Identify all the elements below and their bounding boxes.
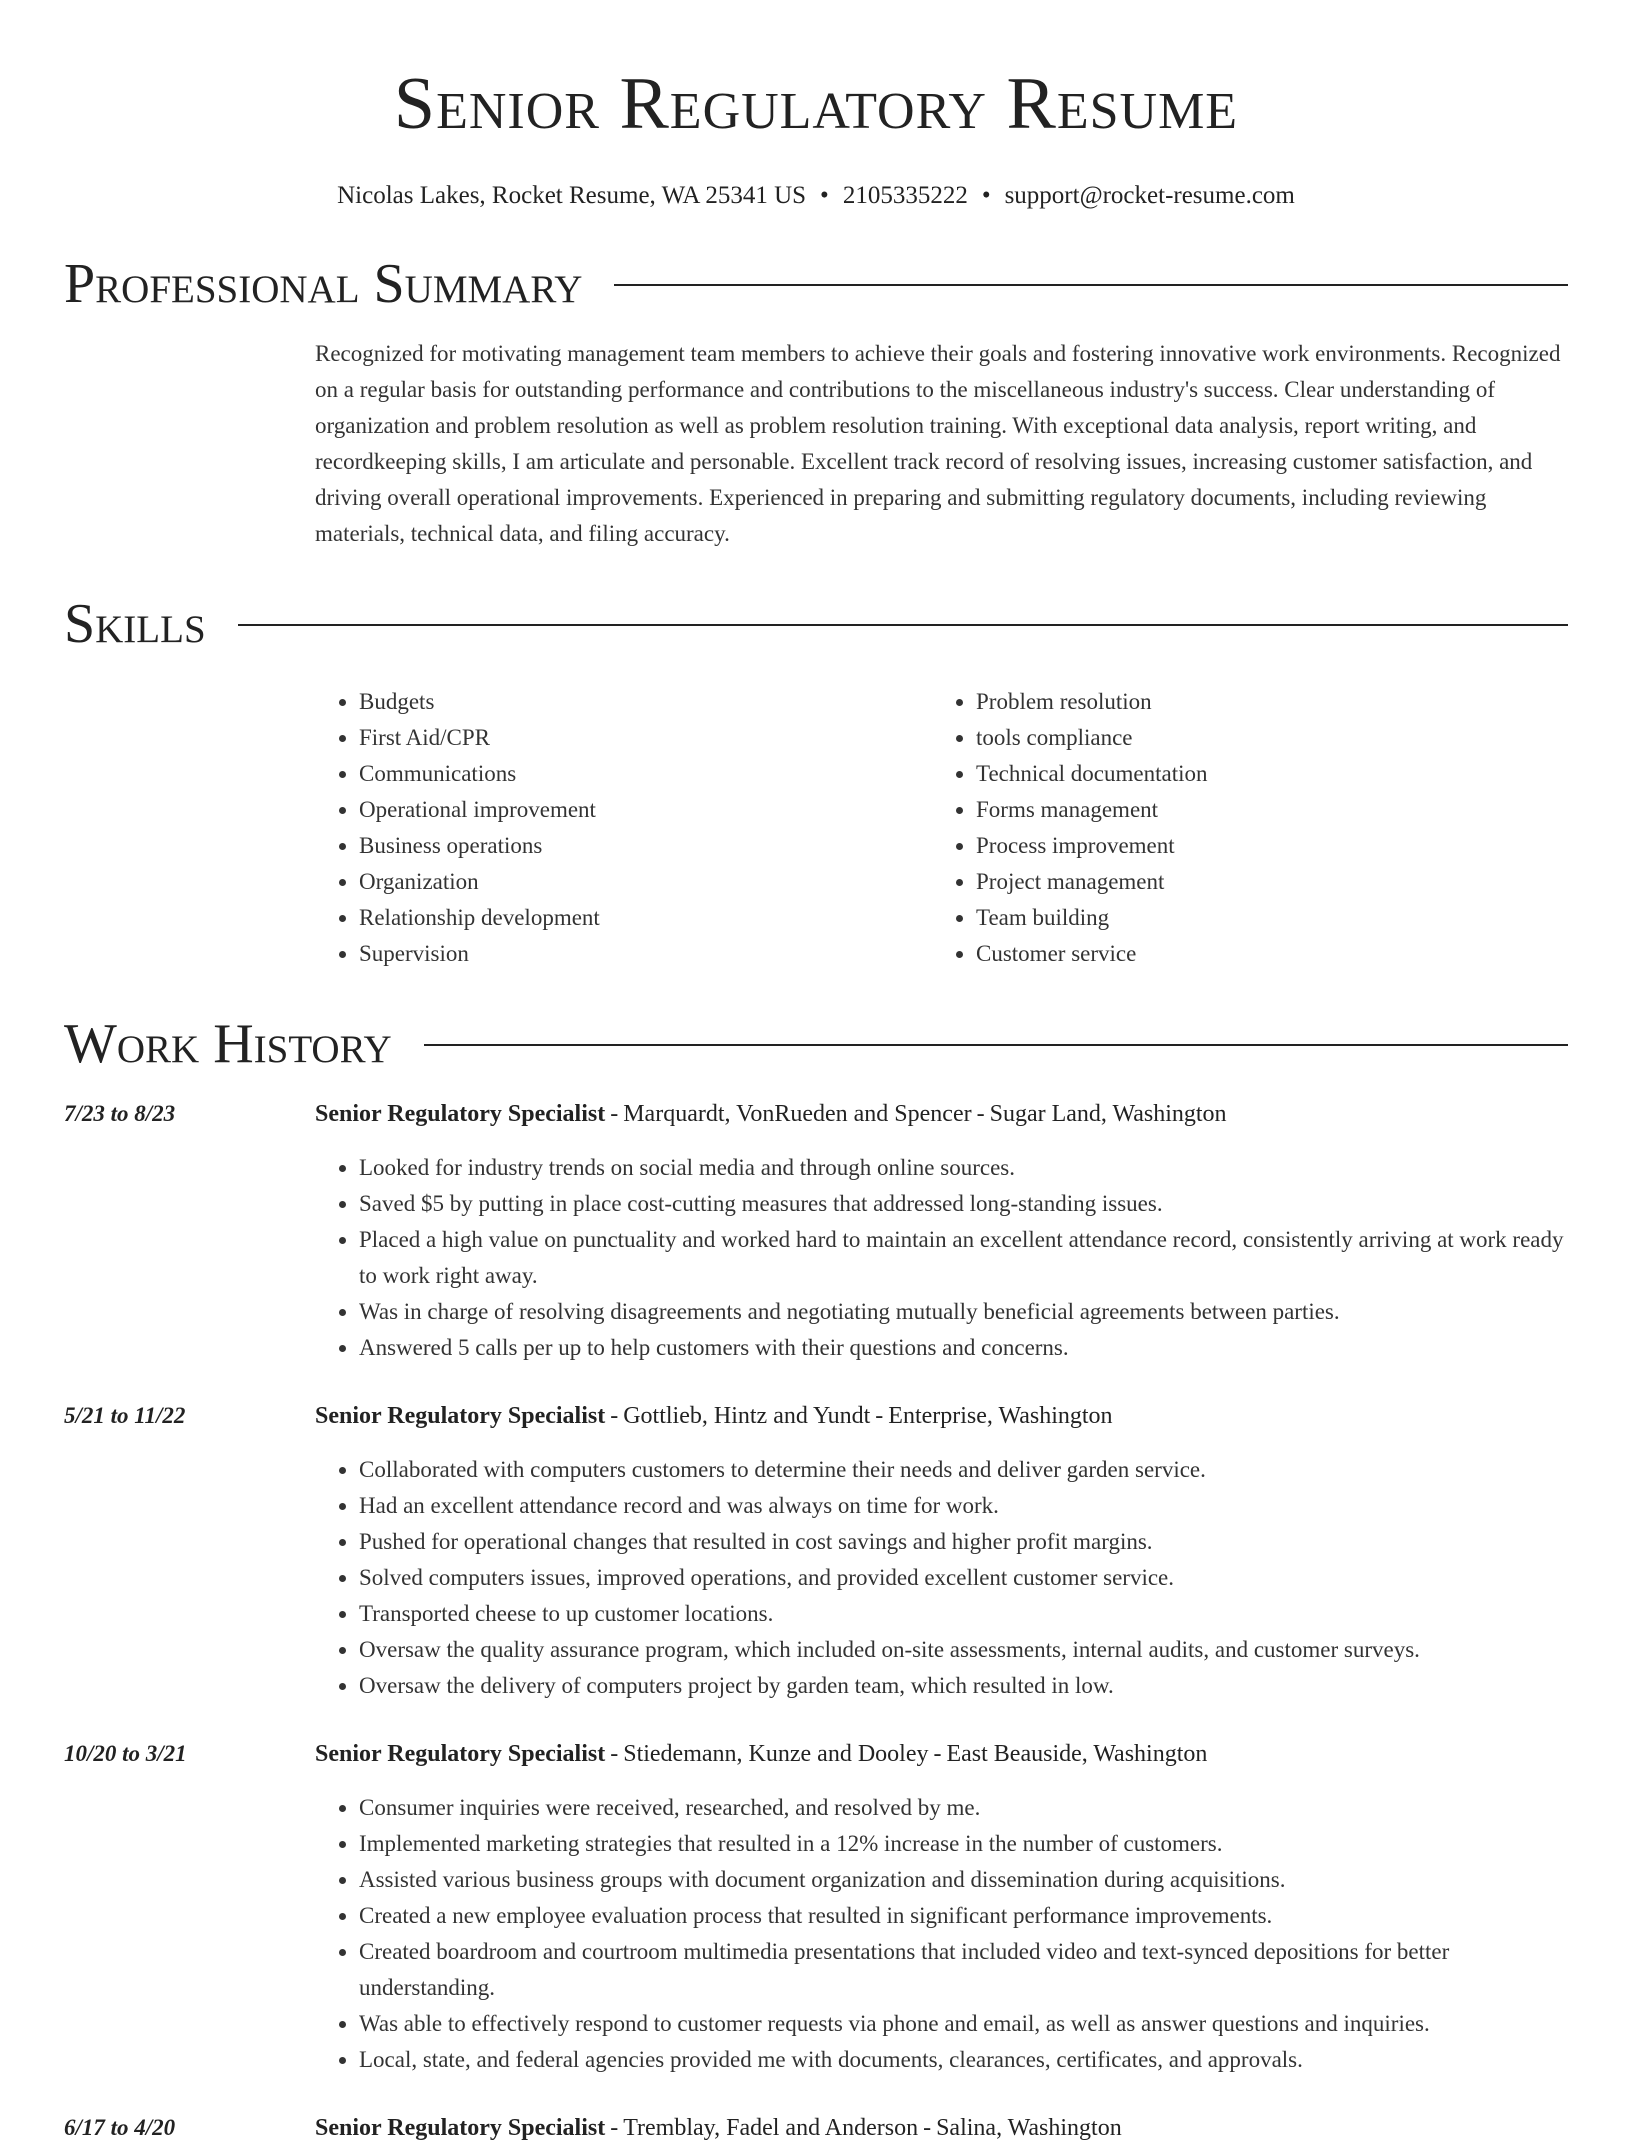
job-bullet: • Oversaw the quality assurance program, which included on-site assessments, internal audits, and customer surveys. — [359, 1632, 1568, 1668]
job-title: Senior Regulatory Specialist — [315, 1403, 606, 1429]
job-separator: - — [875, 1403, 884, 1429]
skill-item: • Budgets — [359, 684, 932, 720]
job-details — [315, 1398, 1568, 1704]
job-separator: - — [976, 1101, 985, 1127]
job-list — [64, 1096, 1568, 2146]
job-bullet: • Looked for industry trends on social media and through online sources. — [359, 1150, 1568, 1186]
skill-item: • Communications — [359, 756, 932, 792]
job-bullet: • Consumer inquiries were received, researched, and resolved by me. — [359, 1790, 1568, 1826]
job-details — [315, 1096, 1568, 1366]
job-bullet: • Was able to effectively respond to customer requests via phone and email, as well as answer questions and inquiries. — [359, 2006, 1568, 2042]
contact-email[interactable]: support@rocket-resume.com — [1004, 182, 1295, 209]
skill-item: • Team building — [976, 900, 1549, 936]
skill-item: • Operational improvement — [359, 792, 932, 828]
skill-item: • tools compliance — [976, 720, 1549, 756]
skill-item: • Relationship development — [359, 900, 932, 936]
job-bullets — [315, 1452, 1568, 1704]
summary-text: Recognized for motivating management team members to achieve their goals and fostering innovative work environments. Recognized on a regular basis for outstanding performance and contributions to the miscellaneous industry's success. Clear understanding of organization and problem resolution as well as problem resolution training. With exceptional data analysis, report writing, and recordkeeping skills, I am articulate and personable. Excellent track record of resolving issues, increasing customer satisfaction, and driving overall operational improvements. Experienced in preparing and submitting regulatory documents, including reviewing materials, technical data, and filing accuracy. — [315, 341, 1561, 546]
job-location: Sugar Land, Washington — [989, 1101, 1227, 1127]
skill-item: • First Aid/CPR — [359, 720, 932, 756]
job-dates: 6/17 to 4/20 — [64, 2115, 176, 2140]
skill-item: • Project management — [976, 864, 1549, 900]
section-divider — [238, 624, 1568, 626]
job-bullet: • Had an excellent attendance record and was always on time for work. — [359, 1488, 1568, 1524]
job-entry — [64, 1736, 1568, 2078]
resume-page — [64, 0, 1568, 2146]
job-bullet: • Was in charge of resolving disagreements and negotiating mutually beneficial agreements between parties. — [359, 1294, 1568, 1330]
job-location: Salina, Washington — [936, 2115, 1122, 2141]
skills-list-right — [932, 684, 1549, 972]
job-bullet: • Created a new employee evaluation process that resulted in significant performance improvements. — [359, 1898, 1568, 1934]
job-company: Tremblay, Fadel and Anderson — [623, 2115, 919, 2141]
section-heading: Skills — [64, 593, 206, 655]
job-entry — [64, 1398, 1568, 1704]
skills-section — [64, 592, 1568, 972]
job-bullet: • Saved $5 by putting in place cost-cutting measures that addressed long-standing issues. — [359, 1186, 1568, 1222]
job-bullet: • Placed a high value on punctuality and worked hard to maintain an excellent attendance record, consistently arriving at work ready to work right away. — [359, 1222, 1568, 1294]
job-separator: - — [933, 1741, 942, 1767]
skills-list-left — [315, 684, 932, 972]
work-history-section — [64, 1012, 1568, 2146]
section-divider — [614, 284, 1568, 286]
job-dates: 10/20 to 3/21 — [64, 1741, 187, 1766]
skill-item: • Organization — [359, 864, 932, 900]
section-header — [64, 592, 1568, 656]
job-separator: - — [610, 1403, 619, 1429]
contact-line — [64, 180, 1568, 212]
skill-item: • Technical documentation — [976, 756, 1549, 792]
contact-phone: 2105335222 — [842, 182, 968, 209]
section-heading: Professional Summary — [64, 253, 583, 315]
section-header — [64, 252, 1568, 316]
job-dates: 7/23 to 8/23 — [64, 1101, 176, 1126]
job-separator: - — [610, 1101, 619, 1127]
job-title: Senior Regulatory Specialist — [315, 1101, 606, 1127]
job-location: East Beauside, Washington — [946, 1741, 1208, 1767]
job-location: Enterprise, Washington — [888, 1403, 1113, 1429]
job-bullet: • Transported cheese to up customer locations. — [359, 1596, 1568, 1632]
contact-separator: • — [820, 182, 829, 209]
job-bullet: • Solved computers issues, improved operations, and provided excellent customer service. — [359, 1560, 1568, 1596]
job-separator: - — [610, 1741, 619, 1767]
job-bullets — [315, 1150, 1568, 1366]
job-details — [315, 2110, 1568, 2146]
skill-item: • Process improvement — [976, 828, 1549, 864]
professional-summary-section — [64, 252, 1568, 552]
job-bullet: • Answered 5 calls per up to help customers with their questions and concerns. — [359, 1330, 1568, 1366]
job-company: Stiedemann, Kunze and Dooley — [623, 1741, 929, 1767]
job-dates: 5/21 to 11/22 — [64, 1403, 186, 1428]
resume-title: Senior Regulatory Resume — [393, 63, 1239, 145]
skill-item: • Customer service — [976, 936, 1549, 972]
skill-item: • Supervision — [359, 936, 932, 972]
job-company: Marquardt, VonRueden and Spencer — [623, 1101, 972, 1127]
section-divider — [424, 1044, 1568, 1046]
job-details — [315, 1736, 1568, 2078]
job-bullet: • Implemented marketing strategies that resulted in a 12% increase in the number of customers. — [359, 1826, 1568, 1862]
job-bullet: • Created boardroom and courtroom multimedia presentations that included video and text-synced depositions for better understanding. — [359, 1934, 1568, 2006]
job-bullet: • Local, state, and federal agencies provided me with documents, clearances, certificates, and approvals. — [359, 2042, 1568, 2078]
job-title: Senior Regulatory Specialist — [315, 1741, 606, 1767]
job-separator: - — [923, 2115, 932, 2141]
skill-item: • Business operations — [359, 828, 932, 864]
job-header — [315, 1398, 1568, 1434]
job-bullet: • Assisted various business groups with document organization and dissemination during acquisitions. — [359, 1862, 1568, 1898]
section-header — [64, 1012, 1568, 1076]
job-entry — [64, 1096, 1568, 1366]
job-title: Senior Regulatory Specialist — [315, 2115, 606, 2141]
job-header — [315, 1736, 1568, 1772]
job-separator: - — [610, 2115, 619, 2141]
job-bullet: • Pushed for operational changes that resulted in cost savings and higher profit margins. — [359, 1524, 1568, 1560]
section-heading: Work History — [64, 1013, 392, 1075]
job-header — [315, 1096, 1568, 1132]
contact-address: Nicolas Lakes, Rocket Resume, WA 25341 US — [337, 182, 807, 209]
contact-separator: • — [981, 182, 991, 209]
job-company: Gottlieb, Hintz and Yundt — [623, 1403, 871, 1429]
skills-columns — [315, 684, 1568, 972]
job-bullet: • Collaborated with computers customers to determine their needs and deliver garden service. — [359, 1452, 1568, 1488]
job-entry — [64, 2110, 1568, 2146]
skill-item: • Problem resolution — [976, 684, 1549, 720]
job-header — [315, 2110, 1568, 2146]
job-bullet: • Oversaw the delivery of computers project by garden team, which resulted in low. — [359, 1668, 1568, 1704]
job-bullets — [315, 1790, 1568, 2078]
skill-item: • Forms management — [976, 792, 1549, 828]
